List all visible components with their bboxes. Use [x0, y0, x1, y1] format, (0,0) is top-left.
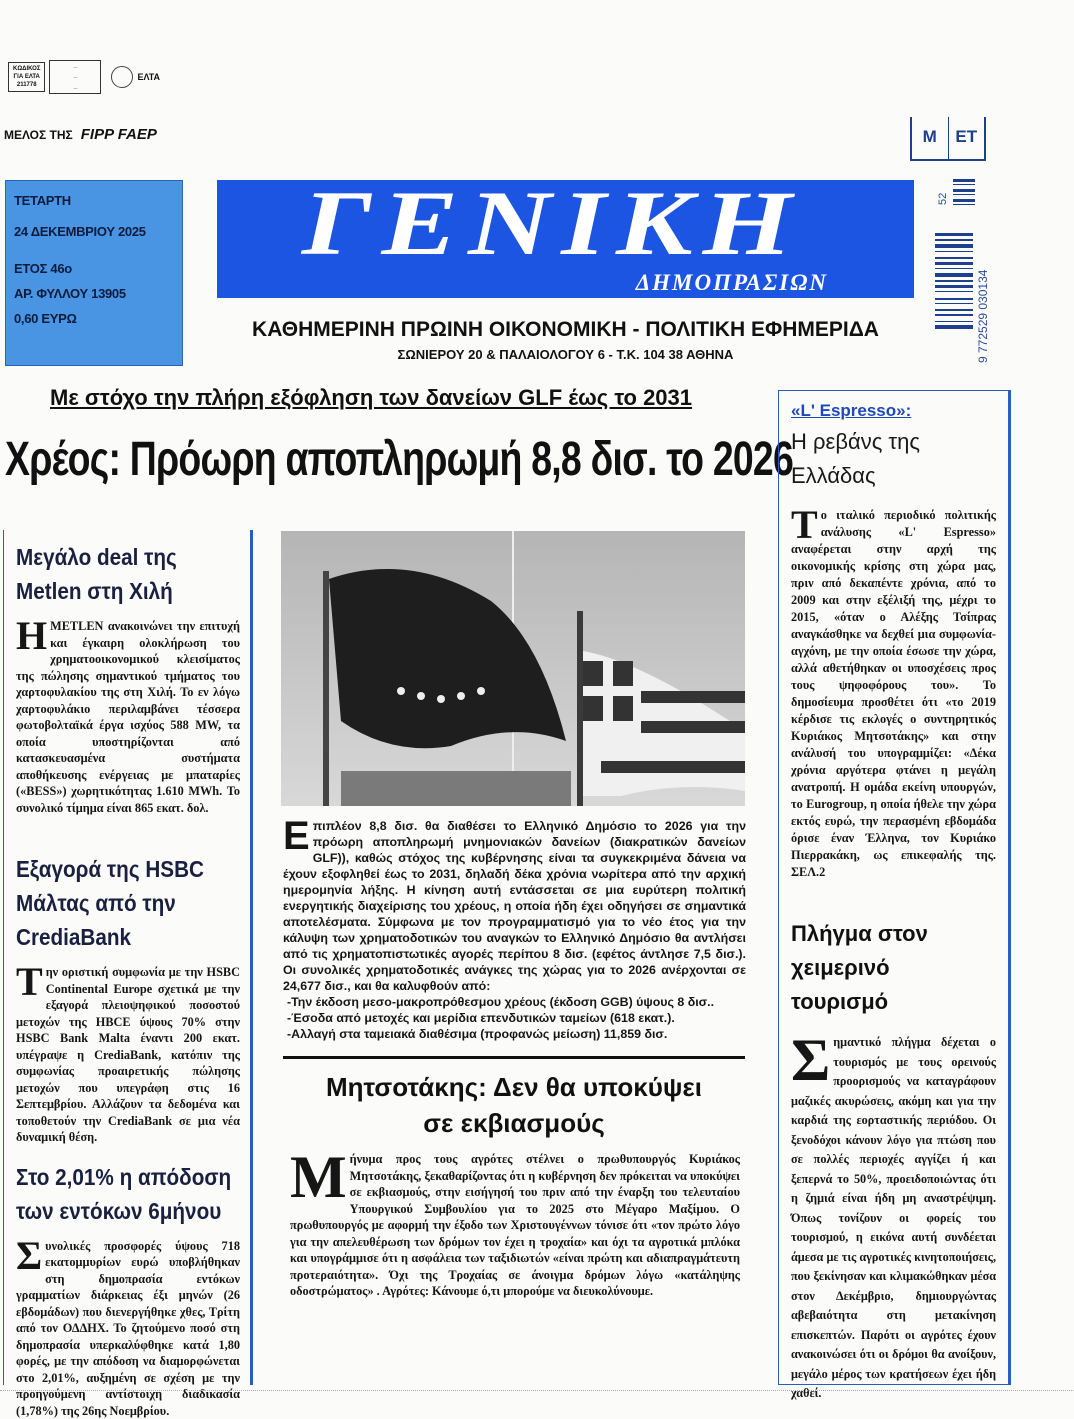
met-book-icon: Μ ΕΤ [910, 117, 986, 161]
issue-day: ΤΕΤΑΡΤΗ [14, 193, 174, 208]
lead-headline: Χρέος: Πρόωρη αποπληρωμή 8,8 δισ. το 2026 [5, 432, 793, 487]
barcode-bar [935, 285, 973, 288]
barcode-bar [935, 262, 973, 265]
fipp-faep-logo: FIPP FAEP [81, 126, 157, 143]
barcode-bar [935, 314, 973, 316]
article-headline: Στο 2,01% η απόδοση των εντόκων 6μήνου [16, 1160, 238, 1228]
barcode-bar [935, 325, 973, 329]
drop-cap: Σ [16, 1240, 42, 1272]
issue-price: 0,60 ΕΥΡΩ [14, 311, 174, 326]
barcode-issue-code: 52 [937, 193, 949, 205]
barcode-bar [935, 233, 973, 236]
barcode-addon-bar [953, 204, 975, 205]
elta-logo: ΕΛΤΑ [137, 72, 160, 82]
center-column [283, 818, 746, 1300]
article-headline: Πλήγμα στον χειμερινό τουρισμό [791, 917, 981, 1019]
barcode-bar [935, 251, 973, 252]
masthead [217, 180, 914, 298]
barcode-bar [935, 268, 973, 269]
issue-date: 24 ΔΕΚΕΜΒΡΙΟΥ 2025 [14, 224, 174, 239]
issue-info-box [5, 180, 183, 366]
barcode-bar [935, 291, 973, 292]
barcode-bar [935, 239, 973, 241]
barcode-bar [935, 298, 973, 300]
page-edge [0, 1390, 1074, 1391]
drop-cap: Τ [16, 966, 43, 998]
right-column [778, 390, 1011, 1385]
lead-kicker: Με στόχο την πλήρη εξόφληση των δανείων GLF έως το 2031 [50, 385, 692, 411]
article-tourism: Πλήγμα στον χειμερινό τουρισμό Σημαντικό πλήγμα δέχεται ο τουρισμός με τους ορεινούς προορισμούς να καταγράφουν μαζικές ακυρώσεις, ακόμη και για την καρδιά της εορταστικής περιόδου. Οι ξενοδόχοι κάνουν λόγο για πτώση που σε πολλές περιοχές αγγίζει ή και ξεπερνά το 50%, προειδοποιώντας ότι η ζημιά είναι ήδη μη αναστρέψιμη. Όπως τονίζουν οι φορείς του τουρισμού, η εικόνα αυτή συνδέεται άμεσα με τις αγροτικές κινητοποιήσεις, που ξεκίνησαν και κλιμακώθηκαν μέσα στον Δεκέμβριο, δημιουργώντας αβεβαιότητα στη μετακίνηση επισκεπτών. Παρότι οι αγρότες έχουν ανακοινώσει ότι οι δρόμοι θα ανοίξουν, μεγάλο μέρος των κρατήσεων έχει ήδη χαθεί. [791, 917, 996, 1404]
drop-cap: Τ [791, 509, 818, 541]
drop-cap: Ε [283, 820, 310, 852]
membership-line: ΜΕΛΟΣ ΤΗΣ FIPP FAEP [4, 126, 157, 143]
barcode-addon-bar [953, 189, 975, 192]
lead-article-body: Επιπλέον 8,8 δισ. θα διαθέσει το Ελληνικό Δημόσιο το 2026 για την πρόωρη αποπληρωμή μνημονιακών δανείων (διακρατικών δανείων GLF)), καθώς στόχος της κυβέρνησης είναι τα συγκεκριμένα δάνεια να έχουν εξοφληθεί έως το 2031, δηλαδή δέκα χρόνια νωρίτερα από την αρχική ημερομηνία λήξης. Η κίνηση αυτή εντάσσεται σε μια ευρύτερη πολιτική ενεργητικής διαχείρισης του χρέους, η οποία ήδη έχει οδηγήσει σε σημαντικά αποτελέσματα. Σύμφωνα με τον προγραμματισμό για το νέο έτος για την κάλυψη των χρηματοδοτικών του αναγκών το Ελληνικό Δημόσιο θα αντλήσει από τις χρηματοπιστωτικές αγορές περίπου 8 δισ. (εφέτος άντλησε 7,5 δισ.). Οι συνολικές χρηματοδοτικές ανάγκες της χώρας για το 2026 ανέρχονται σε 24,677 δισ., και θα καλυφθούν από: -Την έκδοση μεσο-μακροπρόθεσμου χρέους (έκδοση GGB) ύψους 8 δισ.. -Έσοδα από μετοχές και μερίδια επενδυτικών ταμείων (618 εκατ.). -Αλλαγή στα ταμειακά διαθέσιμα (προφανώς μείωση) 11,859 δισ. [283, 818, 746, 1042]
barcode-bar [935, 303, 973, 304]
issue-year: ΕΤΟΣ 46ο [14, 261, 174, 276]
barcode-addon-bar [953, 194, 975, 195]
barcode [935, 175, 995, 365]
flags-photo [281, 531, 745, 806]
article-hsbc: Εξαγορά της HSBC Μάλτας από την CrediaBank Την οριστική συμφωνία με την HSBC Continental Europe σχετικά με την εξαγορά πλειοψηφικού ποσοστού μετοχών της HBCE ύψους 70% στην HSBC Bank Malta έναντι 200 εκατ. υπέγραψε η CrediaBank, κατόπιν της συμφωνίας προαιρετικής πώλησης μετοχών που υπεγράφη στις 16 Σεπτεμβρίου. Αλλάζουν τα δεδομένα και τοποθετούν την CrediaBank σε μια νέα δυναμική θέση. [16, 852, 240, 1146]
article-headline: Εξαγορά της HSBC Μάλτας από την CrediaBank [16, 852, 238, 954]
drop-cap: Σ [791, 1035, 830, 1085]
postage-paid-box: — — — [49, 60, 101, 94]
drop-cap: Η [16, 620, 47, 652]
masthead-tagline: ΚΑΘΗΜΕΡΙΝΗ ΠΡΩΙΝΗ ΟΙΚΟΝΟΜΙΚΗ - ΠΟΛΙΤΙΚΗ ΕΦΗΜΕΡΙΔΑ [217, 318, 914, 342]
barcode-bar [935, 321, 973, 322]
barcode-number: 9 772529 030134 [977, 270, 990, 363]
article-tbills: Στο 2,01% η απόδοση των εντόκων 6μήνου Συνολικές προσφορές ύψους 718 εκατομμυρίων ευρώ υποβλήθηκαν στη δημοπρασία εντόκων γραμματίων διάρκειας έξι μηνών (26 εβδομάδων) που διενεργήθηκε χθες, Τρίτη από τον ΟΔΔΗΧ. Το ζητούμενο ποσό στη δημοπρασία υπερκαλύφθηκε κατά 1,80 φορές, με την απόδοση να διαμορφώνεται στο 2,01%, αυξημένη σε σχέση με την προηγούμενη αντίστοιχη διαδικασία (1,78%) της 26ης Νοεμβρίου. [16, 1160, 240, 1419]
issue-number: ΑΡ. ΦΥΛΛΟΥ 13905 [14, 286, 174, 301]
barcode-bar [935, 280, 973, 282]
masthead-address: ΣΩΝΙΕΡΟΥ 20 & ΠΑΛΑΙΟΛΟΓΟΥ 6 - Τ.Κ. 104 38 ΑΘΗΝΑ [217, 347, 914, 362]
barcode-bar [935, 244, 973, 248]
list-item: -Έσοδα από μετοχές και μερίδια επενδυτικών ταμείων (618 εκατ.). [283, 1010, 746, 1026]
elta-stamp-icon [111, 66, 133, 88]
second-article-body: Μήνυμα προς τους αγρότες στέλνει ο πρωθυπουργός Κυριάκος Μητσοτάκης, ξεκαθαρίζοντας ότι η κυβέρνηση δεν πρόκειται να υποκύψει σε εκβιασμούς, στην εισήγησή του πριν από την έναρξη του τελευταίου Υπουργικού Συμβουλίου για το 2025 στο Μέγαρο Μαξίμου. Ο πρωθυπουργός με αφορμή την έξοδο των Χριστουγέννων τόνισε ότι «τον πρώτο λόγο για την απελευθέρωση των δρόμων τον έχει η τροχαία» και όχι τα αγροτικά μπλόκα και υπογράμμισε ότι η ασφάλεια των ταξιδιωτών «είναι πρώτη και αδιαπραγμάτευτη προτεραιότητα». Όχι της Τροχαίας σε άνοιγμα δρόμων λόγω «κατάληψης οδοστρώματος» . Αγρότες: Κάνουμε ό,τι μπορούμε να διευκολύνουμε. [290, 1151, 740, 1300]
elta-code-box: ΚΩΔΙΚΟΣ ΓΙΑ ΕΛΤΑ 211778 [8, 62, 45, 92]
second-headline: Μητσοτάκης: Δεν θα υποκύψει σε εκβιασμούς [283, 1069, 745, 1141]
article-espresso: «L' Espresso»: Η ρεβάνς της Ελλάδας Το ιταλικό περιοδικό πολιτικής ανάλυσης «L' Espresso» αναφέρεται στην αρχή της οικονομικής κρίσης στη χώρα μας, πριν από δεκαπέντε χρόνια, από το 2009 και στην εξέλιξή της, μέχρι το 2015, «όταν ο Αλέξης Τσίπρας αναγκάσθηκε να δεχθεί μια συμφωνία-αγχόνη, με την οποία έσωσε την χώρα, αλλά αθετήθηκαν οι υποσχέσεις προς τους ψηφοφόρους του». Το δημοσίευμα προσθέτει ότι «το 2019 κέρδισε τις εκλογές ο συντηρητικός Κυριάκος Μητσοτάκης» και στην ανάλυσή του υπογραμμίζει: «Δέκα χρόνια αργότερα φτάνει η μεγάλη ανατροπή. Η ομάδα εκείνη υπουργών, το Eurogroup, η οποία ήθελε την χώρα εκτός ευρώ, την περασμένη εβδομάδα όρισε έναν Έλληνα, τον Κυριάκο Πιερρακάκη, ως επικεφαλής της. ΣΕΛ.2 [791, 401, 996, 881]
divider [283, 1056, 745, 1059]
barcode-addon-bar [953, 199, 975, 202]
elta-postage-block [8, 60, 160, 94]
barcode-addon-bar [953, 179, 975, 182]
barcode-bar [935, 257, 973, 259]
barcode-bar [935, 273, 973, 277]
article-headline: Μεγάλο deal της Metlen στη Χιλή [16, 540, 238, 608]
barcode-bar [935, 309, 973, 311]
masthead-subtitle: ΔΗΜΟΠΡΑΣΙΩΝ [636, 270, 828, 296]
article-kicker: «L' Espresso»: [791, 401, 996, 421]
drop-cap: Μ [290, 1153, 347, 1201]
barcode-addon-bar [953, 184, 975, 185]
article-metlen: Μεγάλο deal της Metlen στη Χιλή ΗMETLEN ανακοινώνει την επιτυχή και έγκαιρη ολοκλήρωση του χρηματοοικονομικού κλεισίματος της πώλησης σημαντικού τμήματος του χαρτοφυλακίου της στη Χιλή. Το εν λόγω χαρτοφυλάκιο περιλαμβάνει τέσσερα φωτοβολταϊκά έργα ισχύος 588 MW, τα οποία υποστηρίζονται από κατασκευασμένα συστήματα αποθήκευσης ενέργειας με μπαταρίες («BESS») χωρητικότητας 1.610 MWh. Το συνολικό τίμημα είναι 865 εκατ. δολ. [16, 540, 240, 816]
list-item: -Αλλαγή στα ταμειακά διαθέσιμα (προφανώς μείωση) 11,859 δισ. [283, 1026, 746, 1042]
article-headline: Η ρεβάνς της Ελλάδας [791, 425, 941, 493]
left-column [3, 530, 253, 1385]
list-item: -Την έκδοση μεσο-μακροπρόθεσμου χρέους (έκδοση GGB) ύψους 8 δισ.. [283, 994, 746, 1010]
masthead-title: ΓΕΝΙΚΗ [302, 180, 802, 266]
